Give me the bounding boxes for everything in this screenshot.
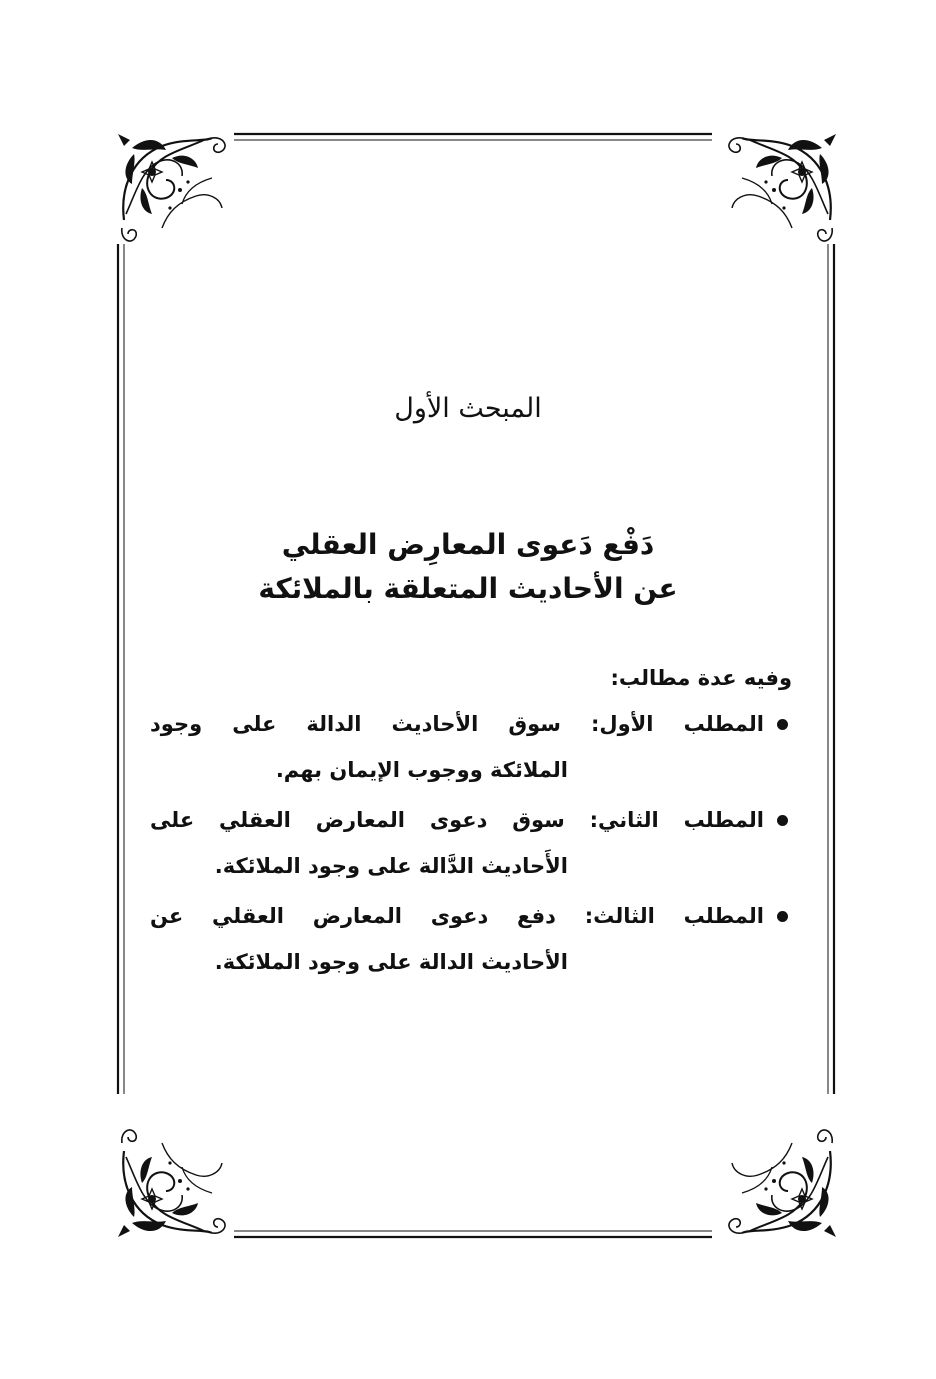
floral-corner-ornament-icon [729,1130,836,1237]
list-item [150,893,792,985]
list-intro: وفيه عدة مطالب: [610,666,792,690]
chapter-heading-line-2: عن الأحاديث المتعلقة بالملائكة [258,572,678,605]
filled-circle-bullet-icon [777,815,788,826]
list-item-line-2: الملائكة ووجوب الإيمان بهم. [275,758,568,782]
list-item-line-2: الأَحاديث الدَّالة على وجود الملائكة. [214,854,568,878]
list-item-line-2: الأحاديث الدالة على وجود الملائكة. [214,950,568,974]
chapter-heading-line-1: دَفْع دَعوى المعارِض العقلي [281,528,655,561]
list-item-line-1: المطلب الأول: سوق الأحاديث الدالة على وجود [150,712,764,736]
list-item-line-1: المطلب الثالث: دفع دعوى المعارض العقلي عن [150,904,764,928]
floral-corner-ornament-icon [729,134,836,241]
list-item [150,701,792,793]
floral-corner-ornament-icon [118,1130,225,1237]
floral-corner-ornament-icon [118,134,225,241]
list-item [150,797,792,889]
filled-circle-bullet-icon [777,911,788,922]
section-title: المبحث الأول [394,393,542,424]
subsections-list [150,655,792,989]
list-item-line-1: المطلب الثاني: سوق دعوى المعارض العقلي على [150,808,764,832]
filled-circle-bullet-icon [777,719,788,730]
